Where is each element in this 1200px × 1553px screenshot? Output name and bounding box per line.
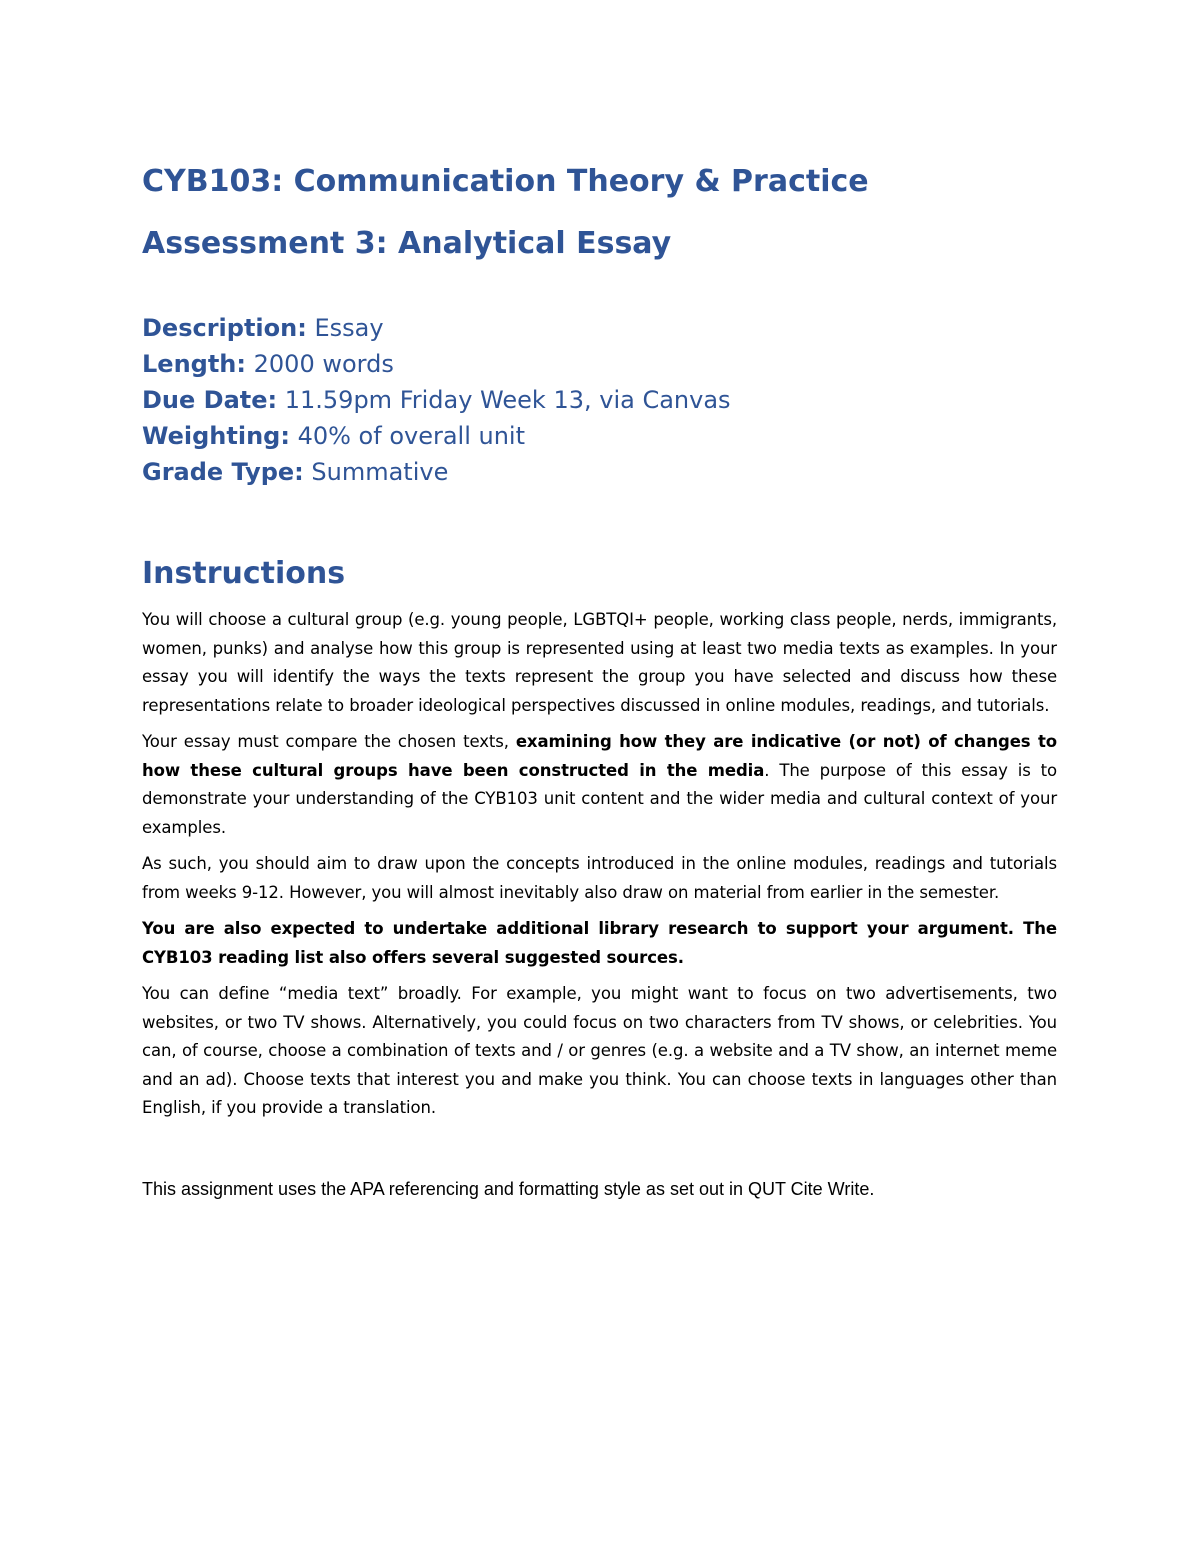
document-subtitle: Assessment 3: Analytical Essay xyxy=(142,226,672,261)
document-title: CYB103: Communication Theory & Practice xyxy=(142,164,869,199)
detail-grade-type xyxy=(142,454,1057,490)
document-content xyxy=(142,160,1057,1203)
instructions-paragraph-4: You are also expected to undertake additional library research to support your argument. The CYB103 reading list also offers several suggested sources. xyxy=(142,919,1057,967)
detail-label: Description: xyxy=(142,314,307,342)
instructions-paragraph-2 xyxy=(142,728,1057,842)
paragraph-text: Your essay must compare the chosen texts, xyxy=(142,732,516,751)
detail-label: Grade Type: xyxy=(142,458,304,486)
instructions-paragraph-1: You will choose a cultural group (e.g. young people, LGBTQI+ people, working class people, nerds, immigrants, women, punks) and analyse how this group is represented using at least two media texts as examples. In your essay you will identify the ways the texts represent the group you have selected and discuss how these representations relate to broader ideological perspectives discussed in online modules, readings, and tutorials. xyxy=(142,610,1057,715)
paragraph-text: . The purpose of this essay is to demonstrate your understanding of the CYB103 unit content and the wider media and cultural context of your examples. xyxy=(142,760,1058,837)
detail-value: Summative xyxy=(303,458,449,486)
detail-description xyxy=(142,310,1057,346)
detail-label: Due Date: xyxy=(142,386,278,414)
apa-referencing-note: This assignment uses the APA referencing and formatting style as set out in QUT Cite Write. xyxy=(142,1178,875,1199)
detail-weighting xyxy=(142,418,1057,454)
detail-label: Weighting: xyxy=(142,422,290,450)
assessment-details xyxy=(142,310,1057,490)
instructions-heading: Instructions xyxy=(142,556,346,591)
detail-value: Essay xyxy=(306,314,384,342)
instructions-paragraph-3: As such, you should aim to draw upon the concepts introduced in the online modules, readings and tutorials from weeks 9-12. However, you will almost inevitably also draw on material from earlier in the semester. xyxy=(142,854,1057,902)
detail-value: 11.59pm Friday Week 13, via Canvas xyxy=(277,386,731,414)
detail-due-date xyxy=(142,382,1057,418)
detail-label: Length: xyxy=(142,350,246,378)
detail-length xyxy=(142,346,1057,382)
instructions-paragraph-5: You can define “media text” broadly. For example, you might want to focus on two advertisements, two websites, or two TV shows. Alternatively, you could focus on two characters from TV shows, or celebrities. You can, of course, choose a combination of texts and / or genres (e.g. a website and a TV show, an internet meme and an ad). Choose texts that interest you and make you think. You can choose texts in languages other than English, if you provide a translation. xyxy=(142,984,1057,1117)
paragraph-emphasis: examining how they are indicative (or not) of changes to how these cultural groups have been constructed in the media xyxy=(142,732,1057,780)
detail-value: 40% of overall unit xyxy=(289,422,526,450)
detail-value: 2000 words xyxy=(246,350,394,378)
